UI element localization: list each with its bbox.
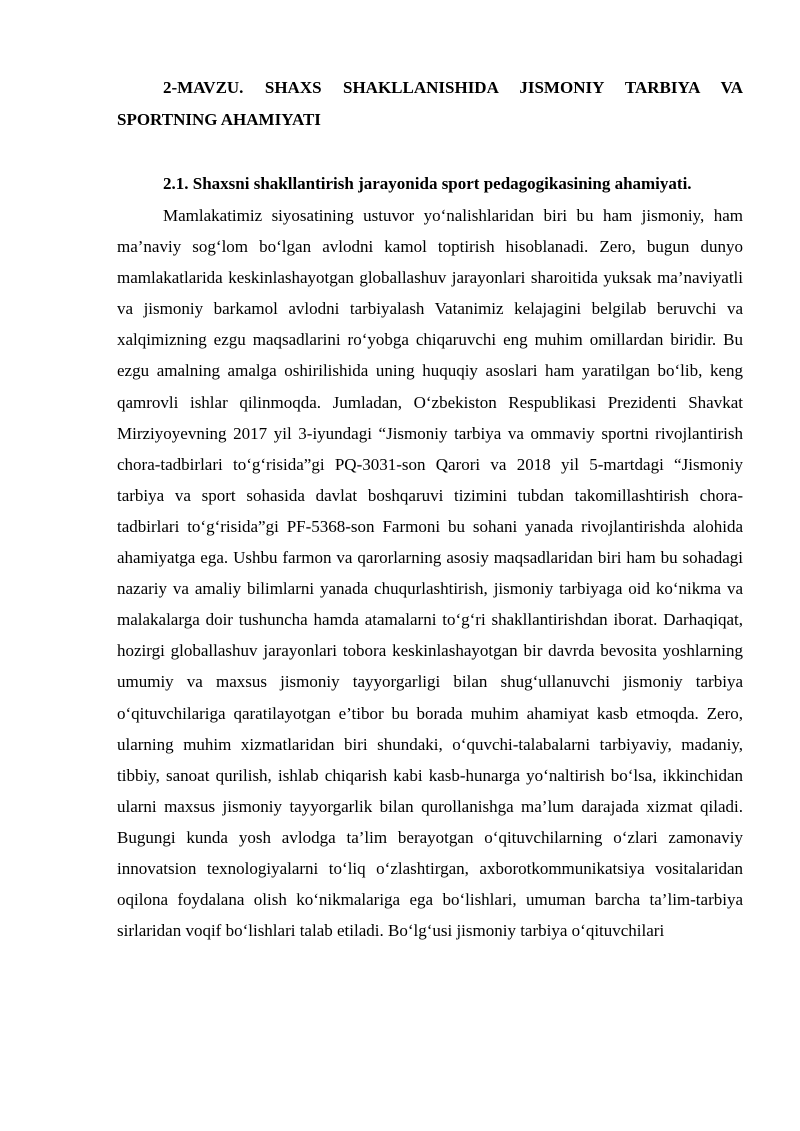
section-title: 2.1. Shaxsni shakllantirish jarayonida sport pedagogikasining ahamiyati. — [163, 174, 692, 193]
body-paragraph: Mamlakatimiz siyosatining ustuvor yo‘nalishlaridan biri bu ham jismoniy, ham ma’naviy sog‘lom bo‘lgan avlodni kamol toptirish hisoblanadi. Zero, bugun dunyo mamlakatlarida keskinlashayotgan globallashuv jarayonlari sharoitida yuksak ma’naviyatli va jismoniy barkamol avlodni tarbiyalash Vatanimiz kelajagini belgilab beruvchi va xalqimizning ezgu maqsadlarini ro‘yobga chiqaruvchi eng muhim omillardan biridir. Bu ezgu amalning amalga oshirilishida uning huquqiy asoslari ham yaratilgan bo‘lib, keng qamrovli ishlar qilinmoqda. Jumladan, O‘zbekiston Respublikasi Prezidenti Shavkat Mirziyoyevning 2017 yil 3-iyundagi “Jismoniy tarbiya va ommaviy sportni rivojlantirish chora-tadbirlari to‘g‘risida”gi PQ-3031-son Qarori va 2018 yil 5-martdagi “Jismoniy tarbiya va sport sohasida davlat boshqaruvi tizimini tubdan takomillashtirish chora-tadbirlari to‘g‘risida”gi PF-5368-son Farmoni bu sohani yanada rivojlantirishda alohida ahamiyatga ega. Ushbu farmon va qarorlarning asosiy maqsadlaridan biri ham bu sohadagi nazariy va amaliy bilimlarni yanada chuqurlashtirish, jismoniy tarbiyaga oid ko‘nikma va malakalarga doir tushuncha hamda atamalarni to‘g‘ri shakllantirishdan iborat. Darhaqiqat, hozirgi globallashuv jarayonlari tobora keskinlashayotgan bir davrda bevosita yoshlarning umumiy va maxsus jismoniy tayyorgarligi bilan shug‘ullanuvchi jismoniy tarbiya o‘qituvchilariga qaratilayotgan e’tibor bu borada muhim ahamiyat kasb etmoqda. Zero, ularning muhim xizmatlaridan biri shundaki, o‘quvchi-talabalarni tarbiyaviy, madaniy, tibbiy, sanoat qurilish, ishlab chiqarish kabi kasb-hunarga yo‘naltirish bo‘lsa, ikkinchidan ularni maxsus jismoniy tayyorgarlik bilan qurollanishga ma’lum darajada xizmat qiladi. Bugungi kunda yosh avlodga ta’lim berayotgan o‘qituvchilarning o‘zlari zamonaviy innovatsion texnologiyalarni to‘liq o‘zlashtirgan, axborotkommunikatsiya vositalaridan oqilona foydalana olish ko‘nikmalariga ega bo‘lishlari, umuman barcha ta’lim-tarbiya sirlaridan voqif bo‘lishlari talab etiladi. Bo‘lg‘usi jismoniy tarbiya o‘qituvchilari — [117, 206, 743, 941]
chapter-title: 2-MAVZU. SHAXS SHAKLLANISHIDA JISMONIY TARBIYA VA SPORTNING AHAMIYATI — [117, 78, 743, 129]
